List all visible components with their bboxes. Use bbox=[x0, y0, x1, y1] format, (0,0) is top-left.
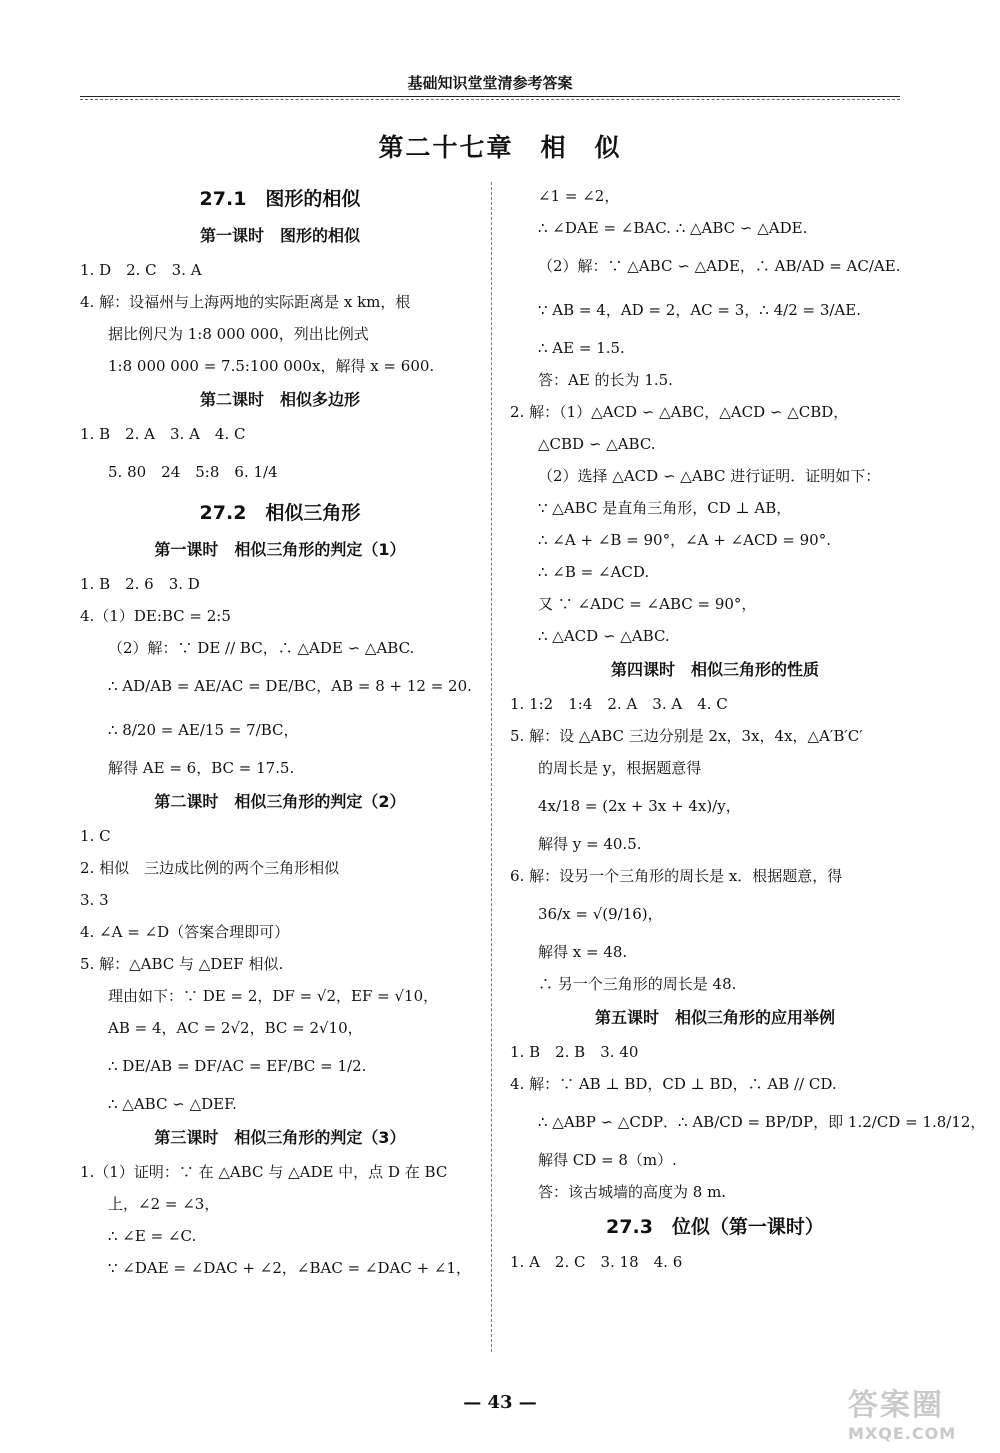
lesson-heading: 第五课时 相似三角形的应用举例 bbox=[594, 1008, 835, 1027]
formula-line: 36/x = √(9/16)， bbox=[538, 905, 663, 923]
answer-line: 1. B 2. A 3. A 4. C bbox=[80, 425, 246, 443]
section-heading: 27.1 图形的相似 bbox=[199, 188, 361, 210]
page-number: — 43 — bbox=[463, 1392, 537, 1413]
answer-line: AB = 4，AC = 2√2，BC = 2√10， bbox=[108, 1019, 363, 1037]
answer-line: 又 ∵ ∠ADC = ∠ABC = 90°， bbox=[538, 595, 757, 613]
answer-line: 解得 y = 40.5. bbox=[538, 835, 642, 853]
formula-line: 4x/18 = (2x + 3x + 4x)/y， bbox=[538, 797, 741, 815]
lesson-heading: 第三课时 相似三角形的判定（3） bbox=[154, 1128, 406, 1147]
answer-line: ∴ △ACD ∽ △ABC. bbox=[538, 627, 670, 645]
answer-line: ∴ △ABC ∽ △DEF. bbox=[108, 1095, 237, 1113]
header-rule-dashed bbox=[80, 99, 900, 100]
answer-line: 2. 相似 三边成比例的两个三角形相似 bbox=[80, 859, 340, 877]
formula-line: （2）解：∵ △ABC ∽ △ADE，∴ AB/AD = AC/AE. bbox=[538, 257, 901, 275]
answer-line: ∵ ∠DAE = ∠DAC + ∠2，∠BAC = ∠DAC + ∠1， bbox=[108, 1259, 472, 1277]
answer-line: （2）选择 △ACD ∽ △ABC 进行证明．证明如下： bbox=[538, 467, 881, 485]
answer-line: △CBD ∽ △ABC. bbox=[538, 435, 656, 453]
answer-line: 的周长是 y，根据题意得 bbox=[538, 759, 702, 777]
formula-line: 5. 80 24 5:8 6. 1/4 bbox=[108, 463, 278, 481]
right-column bbox=[510, 180, 986, 1278]
answer-line: 解得 AE = 6，BC = 17.5. bbox=[108, 759, 295, 777]
answer-line: ∴ ∠DAE = ∠BAC. ∴ △ABC ∽ △ADE. bbox=[538, 219, 808, 237]
section-heading: 27.2 相似三角形 bbox=[199, 502, 361, 524]
answer-line: 答：AE 的长为 1.5. bbox=[538, 371, 673, 389]
answer-line: ∴ ∠E = ∠C. bbox=[108, 1227, 197, 1245]
formula-line: ∴ 8/20 = AE/15 = 7/BC， bbox=[108, 721, 299, 739]
running-header: 基础知识堂堂清参考答案 bbox=[407, 74, 573, 92]
lesson-heading: 第二课时 相似三角形的判定（2） bbox=[154, 792, 406, 811]
lesson-heading: 第二课时 相似多边形 bbox=[199, 390, 360, 409]
lesson-heading: 第一课时 图形的相似 bbox=[199, 226, 360, 245]
column-divider bbox=[491, 182, 492, 1352]
answer-line: 1. B 2. 6 3. D bbox=[80, 575, 200, 593]
answer-line: 4.（1）DE:BC = 2:5 bbox=[80, 607, 231, 625]
answer-line: 4. 解：∵ AB ⊥ BD，CD ⊥ BD，∴ AB // CD. bbox=[510, 1075, 837, 1093]
answer-line: 3. 3 bbox=[80, 891, 109, 909]
lesson-heading: 第四课时 相似三角形的性质 bbox=[610, 660, 819, 679]
answer-line: ∴ ∠B = ∠ACD. bbox=[538, 563, 650, 581]
answer-line: ∵ △ABC 是直角三角形，CD ⊥ AB， bbox=[538, 499, 792, 517]
section-heading: 27.3 位似（第一课时） bbox=[606, 1216, 824, 1238]
answer-line: 1. D 2. C 3. A bbox=[80, 261, 202, 279]
answer-line: ∴ 另一个三角形的周长是 48. bbox=[538, 975, 737, 993]
formula-line: ∴ DE/AB = DF/AC = EF/BC = 1/2. bbox=[108, 1057, 367, 1075]
watermark-url: MXQE.COM bbox=[848, 1424, 957, 1443]
answer-line: ∴ ∠A + ∠B = 90°，∠A + ∠ACD = 90°. bbox=[538, 531, 831, 549]
answer-line: 1. B 2. B 3. 40 bbox=[510, 1043, 639, 1061]
answer-line: 5. 解：设 △ABC 三边分别是 2x，3x，4x，△A′B′C′ bbox=[510, 727, 863, 745]
answer-line: 解得 x = 48. bbox=[538, 943, 628, 961]
answer-line: 4. ∠A = ∠D（答案合理即可） bbox=[80, 923, 290, 941]
formula-line: ∵ AB = 4，AD = 2，AC = 3，∴ 4/2 = 3/AE. bbox=[538, 301, 861, 319]
answer-line: 1:8 000 000 = 7.5:100 000x，解得 x = 600. bbox=[108, 357, 435, 375]
answer-line: ∠1 = ∠2， bbox=[538, 187, 620, 205]
answer-line: 据比例尺为 1:8 000 000，列出比例式 bbox=[108, 325, 369, 343]
answer-line: 理由如下：∵ DE = 2，DF = √2，EF = √10， bbox=[108, 987, 439, 1005]
formula-line: ∴ AD/AB = AE/AC = DE/BC，AB = 8 + 12 = 20. bbox=[108, 677, 472, 695]
answer-line: 上，∠2 = ∠3， bbox=[108, 1195, 220, 1213]
watermark-text: 答案圈 bbox=[848, 1388, 944, 1423]
answer-line: 1. 1:2 1:4 2. A 3. A 4. C bbox=[510, 695, 728, 713]
formula-line: ∴ △ABP ∽ △CDP．∴ AB/CD = BP/DP，即 1.2/CD = 1.8/12， bbox=[538, 1113, 986, 1131]
answer-line: 1. A 2. C 3. 18 4. 6 bbox=[510, 1253, 683, 1271]
answer-line: 2. 解：（1）△ACD ∽ △ABC，△ACD ∽ △CBD， bbox=[510, 403, 849, 421]
answer-line: 5. 解：△ABC 与 △DEF 相似. bbox=[80, 955, 284, 973]
answer-line: ∴ AE = 1.5. bbox=[538, 339, 625, 357]
answer-line: 1.（1）证明：∵ 在 △ABC 与 △ADE 中，点 D 在 BC bbox=[80, 1163, 448, 1181]
header-rule bbox=[80, 96, 900, 97]
watermark-logo bbox=[848, 1380, 988, 1442]
left-column bbox=[80, 180, 480, 1284]
lesson-heading: 第一课时 相似三角形的判定（1） bbox=[154, 540, 406, 559]
answer-line: 1. C bbox=[80, 827, 111, 845]
chapter-title: 第二十七章 相 似 bbox=[378, 133, 622, 162]
answer-line: 解得 CD = 8（m）. bbox=[538, 1151, 677, 1169]
answer-line: 4. 解：设福州与上海两地的实际距离是 x km，根 bbox=[80, 293, 411, 311]
answer-line: （2）解：∵ DE // BC，∴ △ADE ∽ △ABC. bbox=[108, 639, 415, 657]
answer-line: 答：该古城墙的高度为 8 m. bbox=[538, 1183, 727, 1201]
answer-line: 6. 解：设另一个三角形的周长是 x．根据题意，得 bbox=[510, 867, 843, 885]
